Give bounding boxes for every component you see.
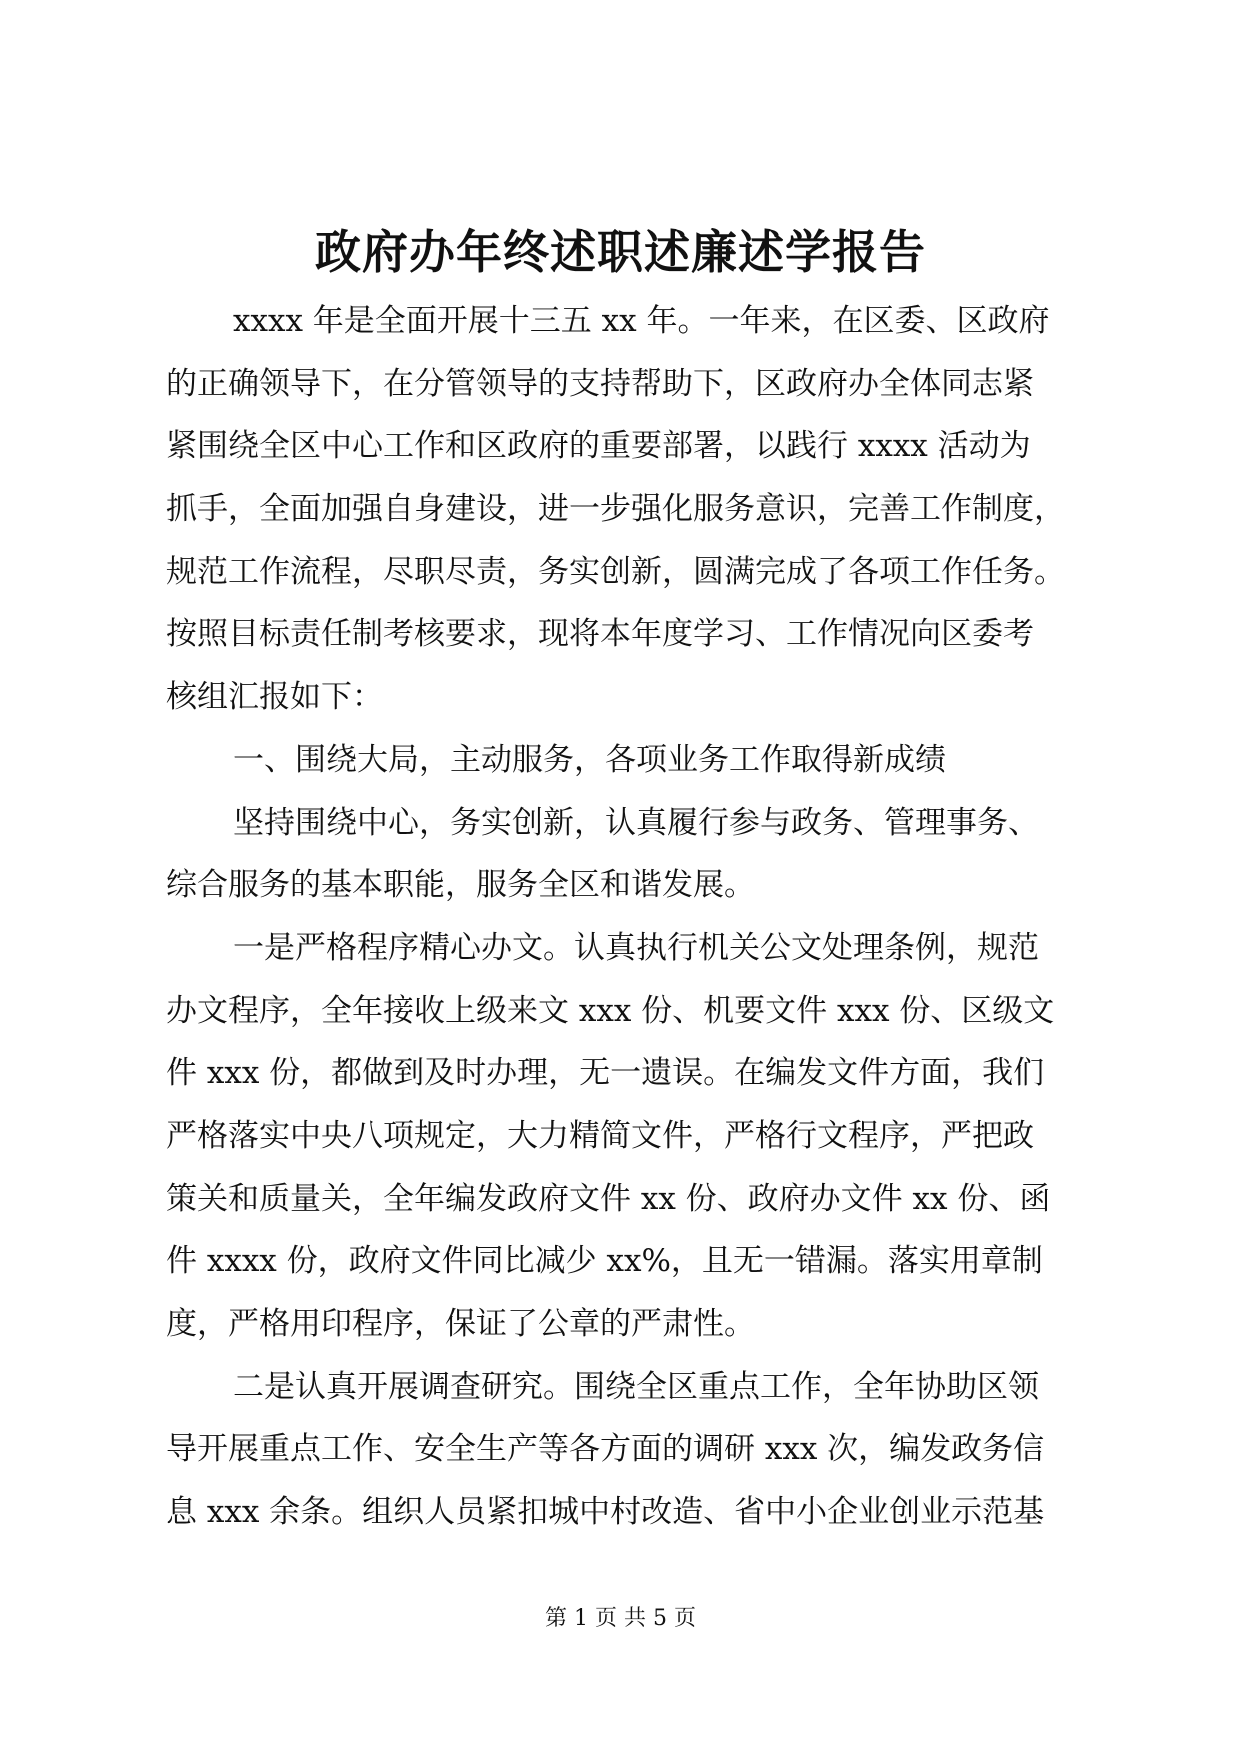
text-line: 按照目标责任制考核要求，现将本年度学习、工作情况向区委考 [166, 616, 1034, 653]
text-line: 件 xxxx 份，政府文件同比减少 xx%，且无一错漏。落实用章制 [166, 1243, 1043, 1280]
text-line: 二是认真开展调查研究。围绕全区重点工作，全年协助区领 [233, 1368, 1039, 1405]
text-line: 严格落实中央八项规定，大力精简文件，严格行文程序，严把政 [166, 1117, 1034, 1154]
text-line: 紧围绕全区中心工作和区政府的重要部署，以践行 xxxx 活动为 [166, 428, 1031, 465]
text-line: 抓手，全面加强自身建设，进一步强化服务意识，完善工作制度， [166, 491, 1065, 528]
text-line: 的正确领导下，在分管领导的支持帮助下，区政府办全体同志紧 [166, 365, 1034, 402]
text-line: 息 xxx 余条。组织人员紧扣城中村改造、省中小企业创业示范基 [166, 1494, 1045, 1531]
text-line: 一是严格程序精心办文。认真执行机关公文处理条例，规范 [233, 929, 1039, 966]
text-line: 办文程序，全年接收上级来文 xxx 份、机要文件 xxx 份、区级文 [166, 992, 1055, 1029]
text-line: 度，严格用印程序，保证了公章的严肃性。 [166, 1306, 755, 1342]
text-line: 核组汇报如下： [166, 679, 383, 716]
text-line: 策关和质量关，全年编发政府文件 xx 份、政府办文件 xx 份、函 [166, 1180, 1051, 1217]
page-number: 第 1 页 共 5 页 [545, 1606, 696, 1631]
document-body [166, 290, 1078, 1544]
text-line: 一、围绕大局，主动服务，各项业务工作取得新成绩 [233, 741, 946, 778]
text-line: xxxx 年是全面开展十三五 xx 年。一年来，在区委、区政府 [233, 303, 1050, 339]
page-title: 政府办年终述职述廉述学报告 [315, 225, 926, 279]
text-line: 坚持围绕中心，务实创新，认真履行参与政务、管理事务、 [233, 804, 1039, 841]
text-line: 件 xxx 份，都做到及时办理，无一遗误。在编发文件方面，我们 [166, 1055, 1045, 1092]
text-line: 导开展重点工作、安全生产等各方面的调研 xxx 次，编发政务信 [166, 1431, 1045, 1468]
text-line: 规范工作流程，尽职尽责，务实创新，圆满完成了各项工作任务。 [166, 553, 1065, 590]
text-line: 综合服务的基本职能，服务全区和谐发展。 [166, 867, 755, 904]
